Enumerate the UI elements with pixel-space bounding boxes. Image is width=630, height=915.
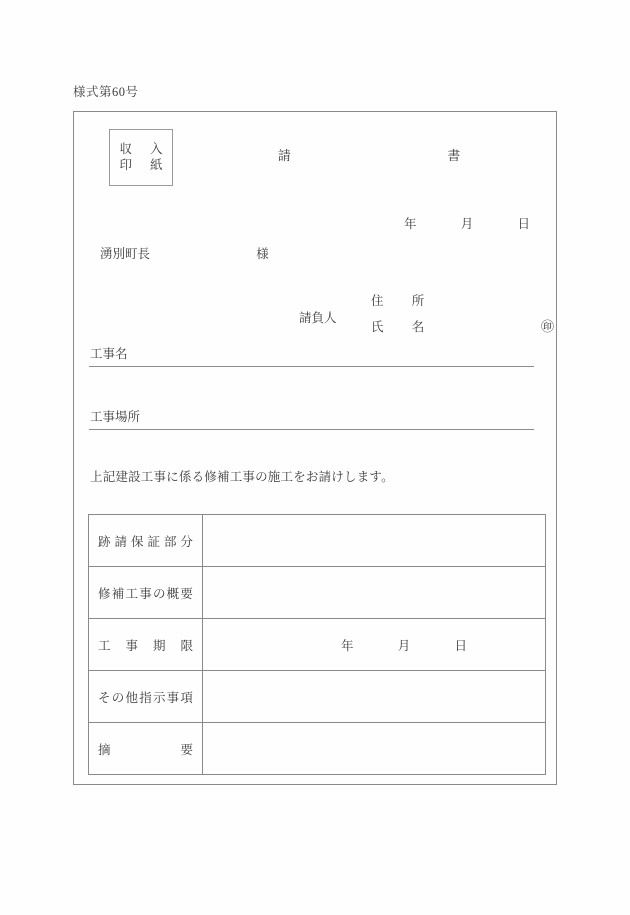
label-chars — [98, 584, 193, 602]
label-char: 請 — [114, 534, 127, 549]
label-char: 工 — [98, 638, 111, 653]
label-char: そ — [98, 690, 111, 705]
label-char: 限 — [180, 638, 193, 653]
stamp-char-in: 印 — [119, 157, 132, 172]
title-char-uke: 請 — [277, 148, 291, 163]
label-char: 事 — [139, 586, 152, 601]
label-chars — [98, 532, 193, 550]
document-title — [224, 145, 514, 164]
row-label-warranty-part — [89, 515, 203, 567]
label-char: 保 — [130, 534, 144, 549]
stamp-char-nyu: 入 — [150, 141, 163, 156]
construction-location-label: 工事場所 — [90, 410, 141, 424]
label-char: 他 — [125, 690, 138, 705]
contractor-address-row — [371, 288, 424, 314]
label-char: 要 — [180, 586, 193, 601]
label-char: の — [152, 586, 166, 601]
label-char: 項 — [180, 690, 193, 705]
label-char: 証 — [147, 534, 160, 549]
row-value-other-instructions[interactable] — [203, 671, 546, 723]
stamp-column-right — [150, 142, 163, 173]
table-row — [89, 515, 546, 567]
row-value-summary[interactable] — [203, 723, 546, 775]
row-label-work-deadline — [89, 619, 203, 671]
label-char: 事 — [125, 638, 138, 653]
addressee-line — [100, 244, 269, 262]
stamp-char-shu: 収 — [119, 141, 132, 156]
stamp-char-shi: 紙 — [150, 157, 163, 172]
construction-name-field — [89, 344, 534, 367]
label-char: 摘 — [98, 742, 111, 757]
contractor-fields — [371, 288, 555, 340]
label-char: 補 — [111, 586, 125, 601]
row-value-warranty-part[interactable] — [203, 515, 546, 567]
label-char: 指 — [139, 690, 152, 705]
construction-name-rule — [89, 366, 534, 367]
deadline-date-line — [213, 636, 535, 654]
deadline-year-label: 年 — [340, 638, 354, 653]
label-char: 事 — [166, 690, 180, 705]
table-row — [89, 567, 546, 619]
label-char: 分 — [180, 534, 193, 549]
seal-icon: ㊞ — [541, 319, 555, 334]
table-row — [89, 619, 546, 671]
row-value-work-deadline[interactable] — [203, 619, 546, 671]
label-char: 修 — [98, 586, 111, 601]
contractor-name-row — [371, 314, 555, 340]
label-char: の — [111, 690, 125, 705]
contractor-address-char-2: 所 — [411, 294, 425, 308]
table-row — [89, 723, 546, 775]
label-char: 示 — [152, 690, 166, 705]
contractor-name-char-1: 氏 — [371, 320, 384, 334]
title-char-sho: 書 — [447, 148, 461, 163]
deadline-day-label: 日 — [454, 638, 468, 653]
stamp-column-left — [119, 142, 132, 173]
construction-name-label: 工事名 — [90, 347, 128, 361]
label-char: 工 — [125, 586, 138, 601]
row-label-repair-outline — [89, 567, 203, 619]
addressee-name: 湧別町長 — [100, 247, 151, 261]
label-chars — [98, 636, 193, 654]
addressee-honorific: 様 — [256, 247, 269, 261]
issue-date-year-label: 年 — [404, 217, 417, 231]
row-label-other-instructions — [89, 671, 203, 723]
contractor-name-char-2: 名 — [411, 320, 425, 334]
form-frame — [73, 111, 557, 785]
form-number: 様式第60号 — [73, 85, 139, 99]
label-chars — [98, 740, 193, 758]
issue-date-day-label: 日 — [517, 217, 531, 231]
row-label-summary — [89, 723, 203, 775]
issue-date-line — [404, 214, 530, 232]
undertaking-statement: 上記建設工事に係る修補工事の施工をお請けします。 — [90, 470, 394, 484]
label-char: 要 — [180, 742, 193, 757]
label-chars — [98, 688, 193, 706]
details-table — [88, 514, 546, 775]
label-char: 期 — [152, 638, 166, 653]
construction-location-rule — [89, 429, 534, 430]
contractor-address-char-1: 住 — [371, 294, 384, 308]
label-char: 跡 — [98, 534, 111, 549]
construction-location-field — [89, 407, 534, 430]
label-char: 部 — [163, 534, 177, 549]
label-char: 概 — [166, 586, 180, 601]
issue-date-month-label: 月 — [460, 217, 474, 231]
revenue-stamp-box — [109, 129, 173, 186]
contractor-label: 請負人 — [299, 311, 337, 325]
row-value-repair-outline[interactable] — [203, 567, 546, 619]
table-row — [89, 671, 546, 723]
deadline-month-label: 月 — [397, 638, 411, 653]
